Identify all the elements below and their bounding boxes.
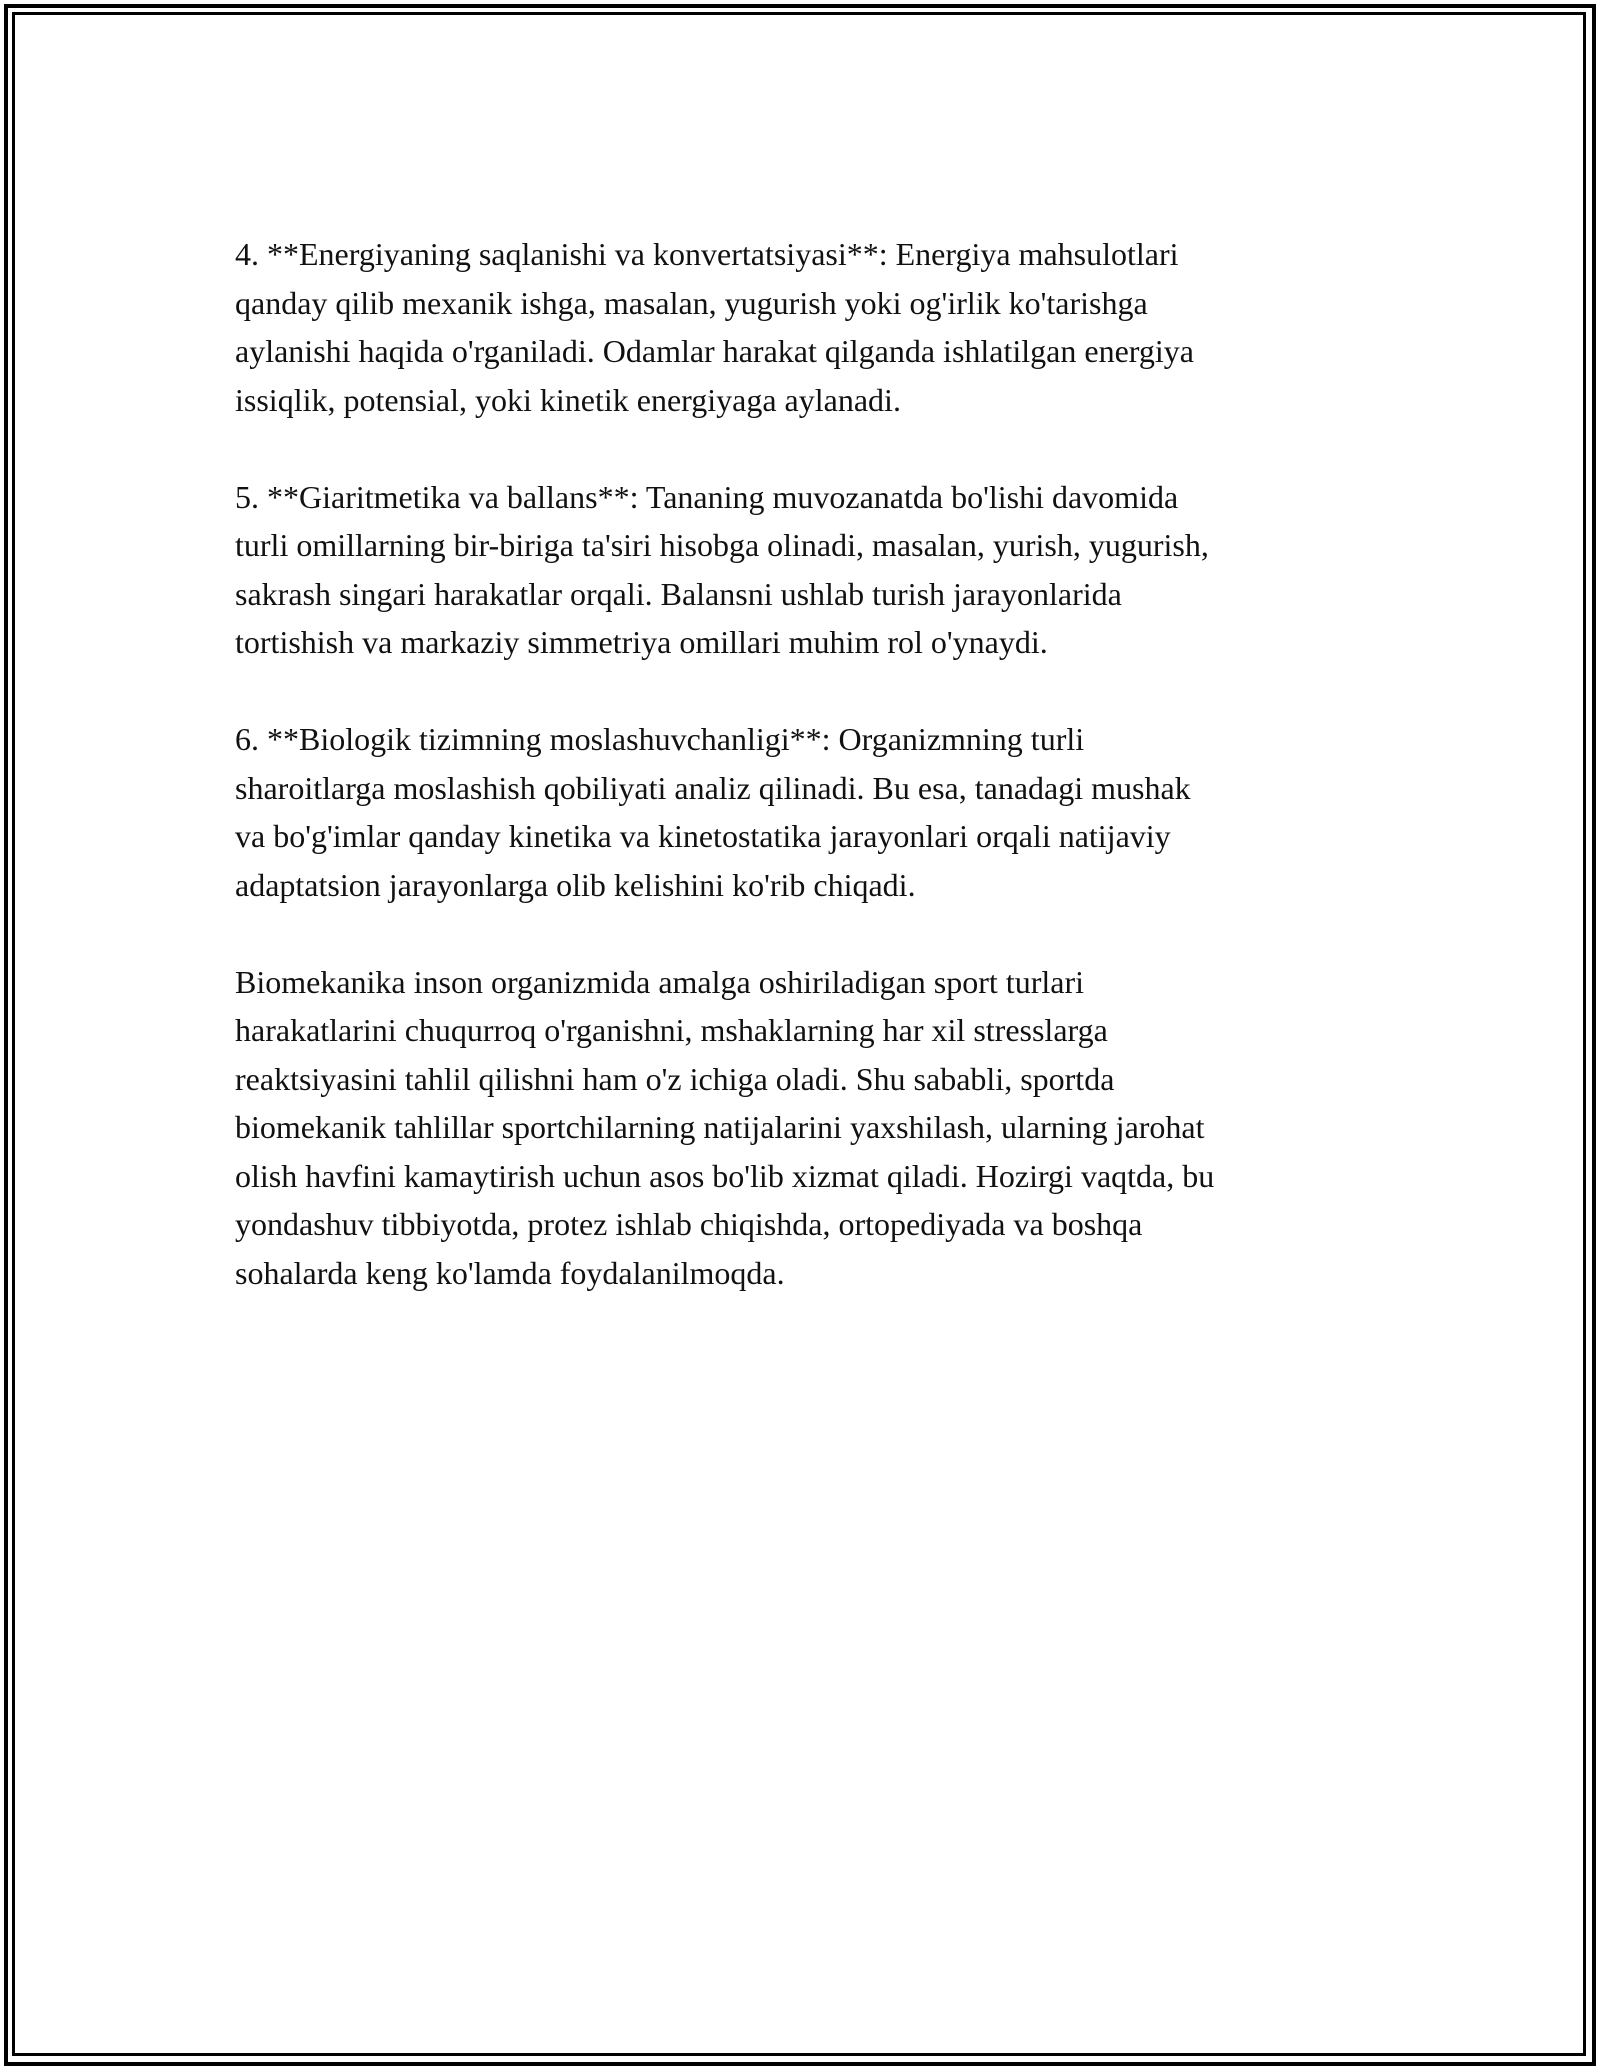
- text-line: 5. **Giaritmetika va ballans**: Tananing muvozanatda bo'lishi davomida: [235, 478, 1179, 515]
- text-line: sakrash singari harakatlar orqali. Balansni ushlab turish jarayonlarida: [235, 575, 1122, 612]
- text-line: sohalarda keng ko'lamda foydalanilmoqda.: [235, 1254, 785, 1291]
- text-line: adaptatsion jarayonlarga olib kelishini ko'rib chiqadi.: [235, 866, 916, 903]
- text-line: issiqlik, potensial, yoki kinetik energiyaga aylanadi.: [235, 381, 901, 418]
- text-line: tortishish va markaziy simmetriya omillari muhim rol o'ynaydi.: [235, 624, 1048, 660]
- text-line: yondashuv tibbiyotda, protez ishlab chiqishda, ortopediyada va boshqa: [235, 1206, 1143, 1242]
- paragraph-energy-conversion: [235, 230, 1365, 424]
- paragraph-adaptability: [235, 715, 1365, 909]
- text-line: Biomekanika inson organizmida amalga oshiriladigan sport turlari: [235, 963, 1084, 1000]
- text-line: olish havfini kamaytirish uchun asos bo'lib xizmat qiladi. Hozirgi vaqtda, bu: [235, 1157, 1215, 1194]
- text-line: va bo'g'imlar qanday kinetika va kinetostatika jarayonlari orqali natijaviy: [235, 818, 1171, 854]
- text-line: 4. **Energiyaning saqlanishi va konvertatsiyasi**: Energiya mahsulotlari: [235, 236, 1179, 272]
- text-line: 6. **Biologik tizimning moslashuvchanligi**: Organizmning turli: [235, 721, 1085, 757]
- text-line: turli omillarning bir-biriga ta'siri hisobga olinadi, masalan, yurish, yugurish,: [235, 527, 1209, 563]
- paragraph-conclusion: [235, 958, 1365, 1298]
- text-line: harakatlarini chuqurroq o'rganishni, mshaklarning har xil stresslarga: [235, 1012, 1108, 1048]
- text-line: reaktsiyasini tahlil qilishni ham o'z ichiga oladi. Shu sababli, sportda: [235, 1060, 1115, 1097]
- text-line: aylanishi haqida o'rganiladi. Odamlar harakat qilganda ishlatilgan energiya: [235, 333, 1194, 369]
- text-line: sharoitlarga moslashish qobiliyati analiz qilinadi. Bu esa, tanadagi mushak: [235, 769, 1191, 806]
- paragraph-balance: [235, 473, 1365, 667]
- text-line: biomekanik tahlillar sportchilarning natijalarini yaxshilash, ularning jarohat: [235, 1109, 1205, 1145]
- document-body: [235, 230, 1365, 1346]
- text-line: qanday qilib mexanik ishga, masalan, yugurish yoki og'irlik ko'tarishga: [235, 284, 1148, 321]
